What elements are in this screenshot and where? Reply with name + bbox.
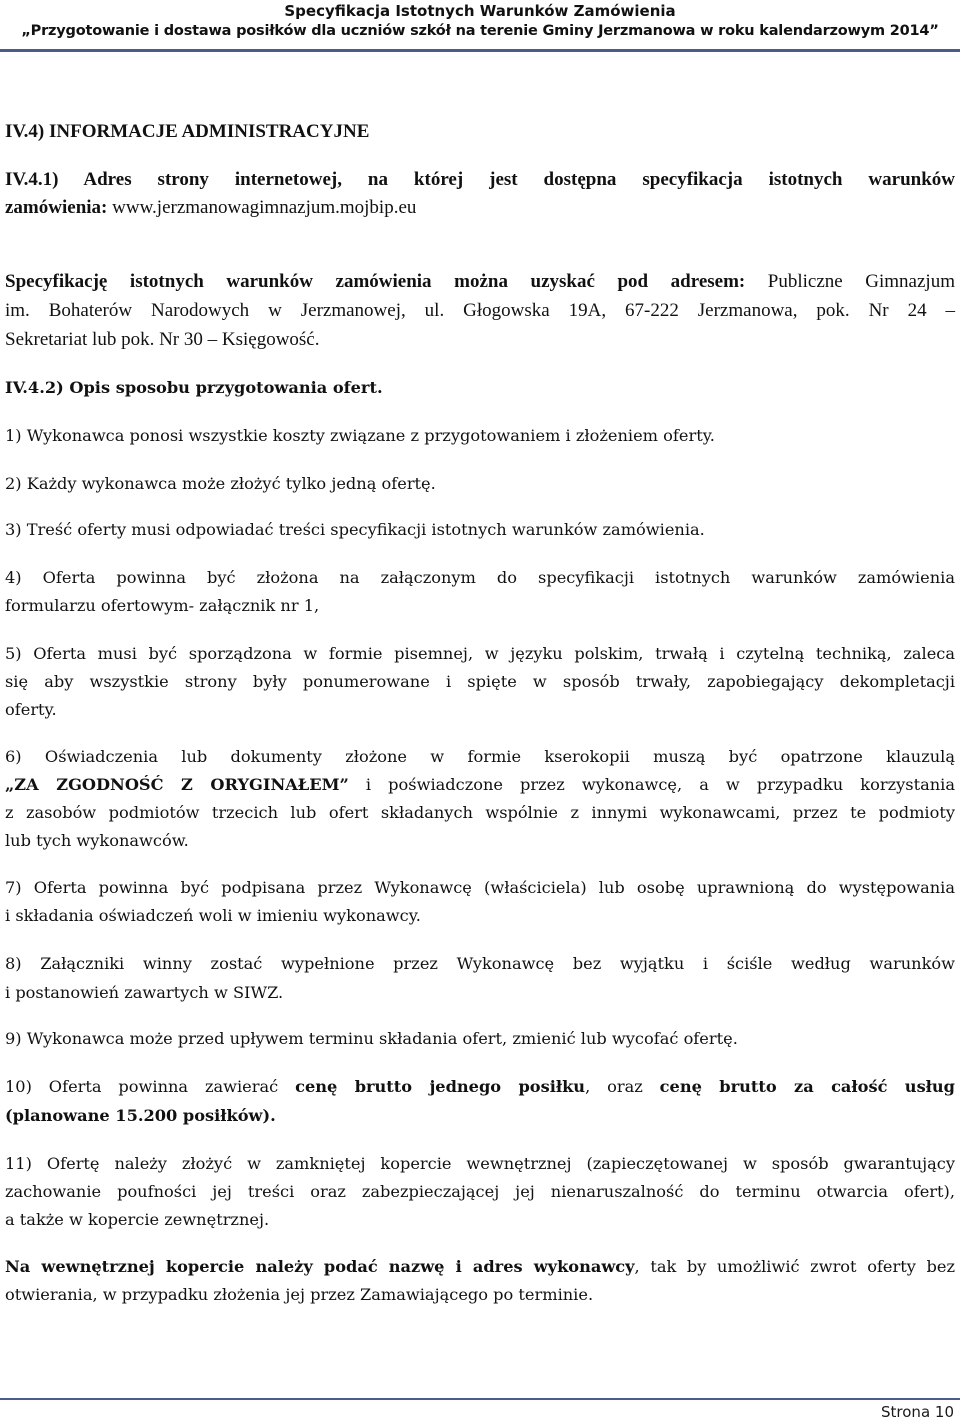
item-11-line1: 11) Ofertę należy złożyć w zamkniętej kopercie wewnętrznej (zapieczętowanej w sposób gwarantujący bbox=[5, 1154, 955, 1173]
item-8-line1: 8) Załączniki winny zostać wypełnione przez Wykonawcę bez wyjątku i ściśle według warunków bbox=[5, 954, 955, 973]
item-4-line1: 4) Oferta powinna być złożona na załączonym do specyfikacji istotnych warunków zamówienia bbox=[5, 568, 955, 587]
addr-line3: Sekretariat lub pok. Nr 30 – Księgowość. bbox=[5, 329, 320, 350]
item-10-line2: (planowane 15.200 posiłków). bbox=[5, 1106, 276, 1125]
item-6-line2 bbox=[5, 771, 955, 799]
s1-line1 bbox=[5, 166, 955, 194]
final-line2: otwierania, w przypadku złożenia jej przez Zamawiającego po terminie. bbox=[5, 1285, 594, 1304]
item-1: 1) Wykonawca ponosi wszystkie koszty związane z przygotowaniem i złożeniem oferty. bbox=[5, 426, 715, 445]
header-title: Specyfikacja Istotnych Warunków Zamówienia bbox=[284, 2, 676, 20]
addr-line2: im. Bohaterów Narodowych w Jerzmanowej, ul. Głogowska 19A, 67-222 Jerzmanowa, pok. Nr 24 – bbox=[5, 300, 955, 321]
item-10-a: 10) Oferta powinna zawierać bbox=[5, 1077, 296, 1096]
s1-line2 bbox=[5, 194, 955, 222]
final-line1 bbox=[5, 1253, 955, 1281]
item-6-line1: 6) Oświadczenia lub dokumenty złożone w formie kserokopii muszą być opatrzone klauzulą bbox=[5, 747, 955, 766]
item-9: 9) Wykonawca może przed upływem terminu składania ofert, zmienić lub wycofać ofertę. bbox=[5, 1029, 738, 1048]
item-10-price-meal: cenę brutto jednego posiłku bbox=[295, 1077, 586, 1096]
item-10-line1 bbox=[5, 1073, 955, 1101]
final-bold: Na wewnętrznej kopercie należy podać nazwę i adres wykonawcy bbox=[5, 1257, 635, 1276]
item-5-line2: się aby wszystkie strony były ponumerowane i spięte w sposób trwały, zapobiegający dekompletacji bbox=[5, 672, 955, 691]
page-header bbox=[0, 0, 960, 52]
final-rest: , tak by umożliwić zwrot oferty bez bbox=[634, 1257, 955, 1276]
item-11-line3: a także w kopercie zewnętrznej. bbox=[5, 1210, 270, 1229]
header-subtitle: „Przygotowanie i dostawa posiłków dla uczniów szkół na terenie Gminy Jerzmanowa w roku kalendarzowym 2014” bbox=[21, 23, 939, 39]
item-8-line2: i postanowień zawartych w SIWZ. bbox=[5, 983, 284, 1002]
item-2: 2) Każdy wykonawca może złożyć tylko jedną ofertę. bbox=[5, 474, 436, 493]
header-rule bbox=[0, 49, 960, 52]
section-heading: IV.4) INFORMACJE ADMINISTRACYJNE bbox=[5, 121, 370, 142]
item-4-line2: formularzu ofertowym- załącznik nr 1, bbox=[5, 596, 320, 615]
s1-label: zamówienia: bbox=[5, 197, 108, 218]
item-10-c: , oraz bbox=[585, 1077, 660, 1096]
item-5-line3: oferty. bbox=[5, 700, 57, 719]
page-number: Strona 10 bbox=[881, 1403, 954, 1421]
item-5-line1: 5) Oferta musi być sporządzona w formie pisemnej, w języku polskim, trwałą i czytelną techniką, zaleca bbox=[5, 644, 955, 663]
addr-line1-bold: Specyfikację istotnych warunków zamówienia można uzyskać pod adresem: bbox=[5, 271, 746, 292]
item-6-clause: „ZA ZGODNOŚĆ Z ORYGINAŁEM” bbox=[5, 775, 349, 794]
item-6-line4: lub tych wykonawców. bbox=[5, 831, 189, 850]
item-7-line2: i składania oświadczeń woli w imieniu wykonawcy. bbox=[5, 906, 421, 925]
item-6-line2-rest: i poświadczone przez wykonawcę, a w przypadku korzystania bbox=[348, 775, 955, 794]
addr-line1-rest: Publiczne Gimnazjum bbox=[745, 271, 955, 292]
s1-url-link[interactable]: www.jerzmanowagimnazjum.mojbip.eu bbox=[107, 197, 417, 218]
item-6-line3: z zasobów podmiotów trzecich lub ofert składanych wspólnie z innymi wykonawcami, przez te podmioty bbox=[5, 803, 955, 822]
s1-line1-text: IV.4.1) Adres strony internetowej, na której jest dostępna specyfikacja istotnych warunków bbox=[5, 169, 955, 190]
s2-heading: IV.4.2) Opis sposobu przygotowania ofert. bbox=[5, 378, 383, 397]
footer-rule bbox=[0, 1398, 960, 1400]
item-7-line1: 7) Oferta powinna być podpisana przez Wykonawcę (właściciela) lub osobę uprawnioną do występowania bbox=[5, 878, 955, 897]
item-10-price-total: cenę brutto za całość usług bbox=[659, 1077, 955, 1096]
item-3: 3) Treść oferty musi odpowiadać treści specyfikacji istotnych warunków zamówienia. bbox=[5, 520, 705, 539]
item-11-line2: zachowanie poufności jej treści oraz zabezpieczającej jej nienaruszalność do terminu otwarcia ofert), bbox=[5, 1182, 955, 1201]
addr-line1 bbox=[5, 268, 955, 296]
